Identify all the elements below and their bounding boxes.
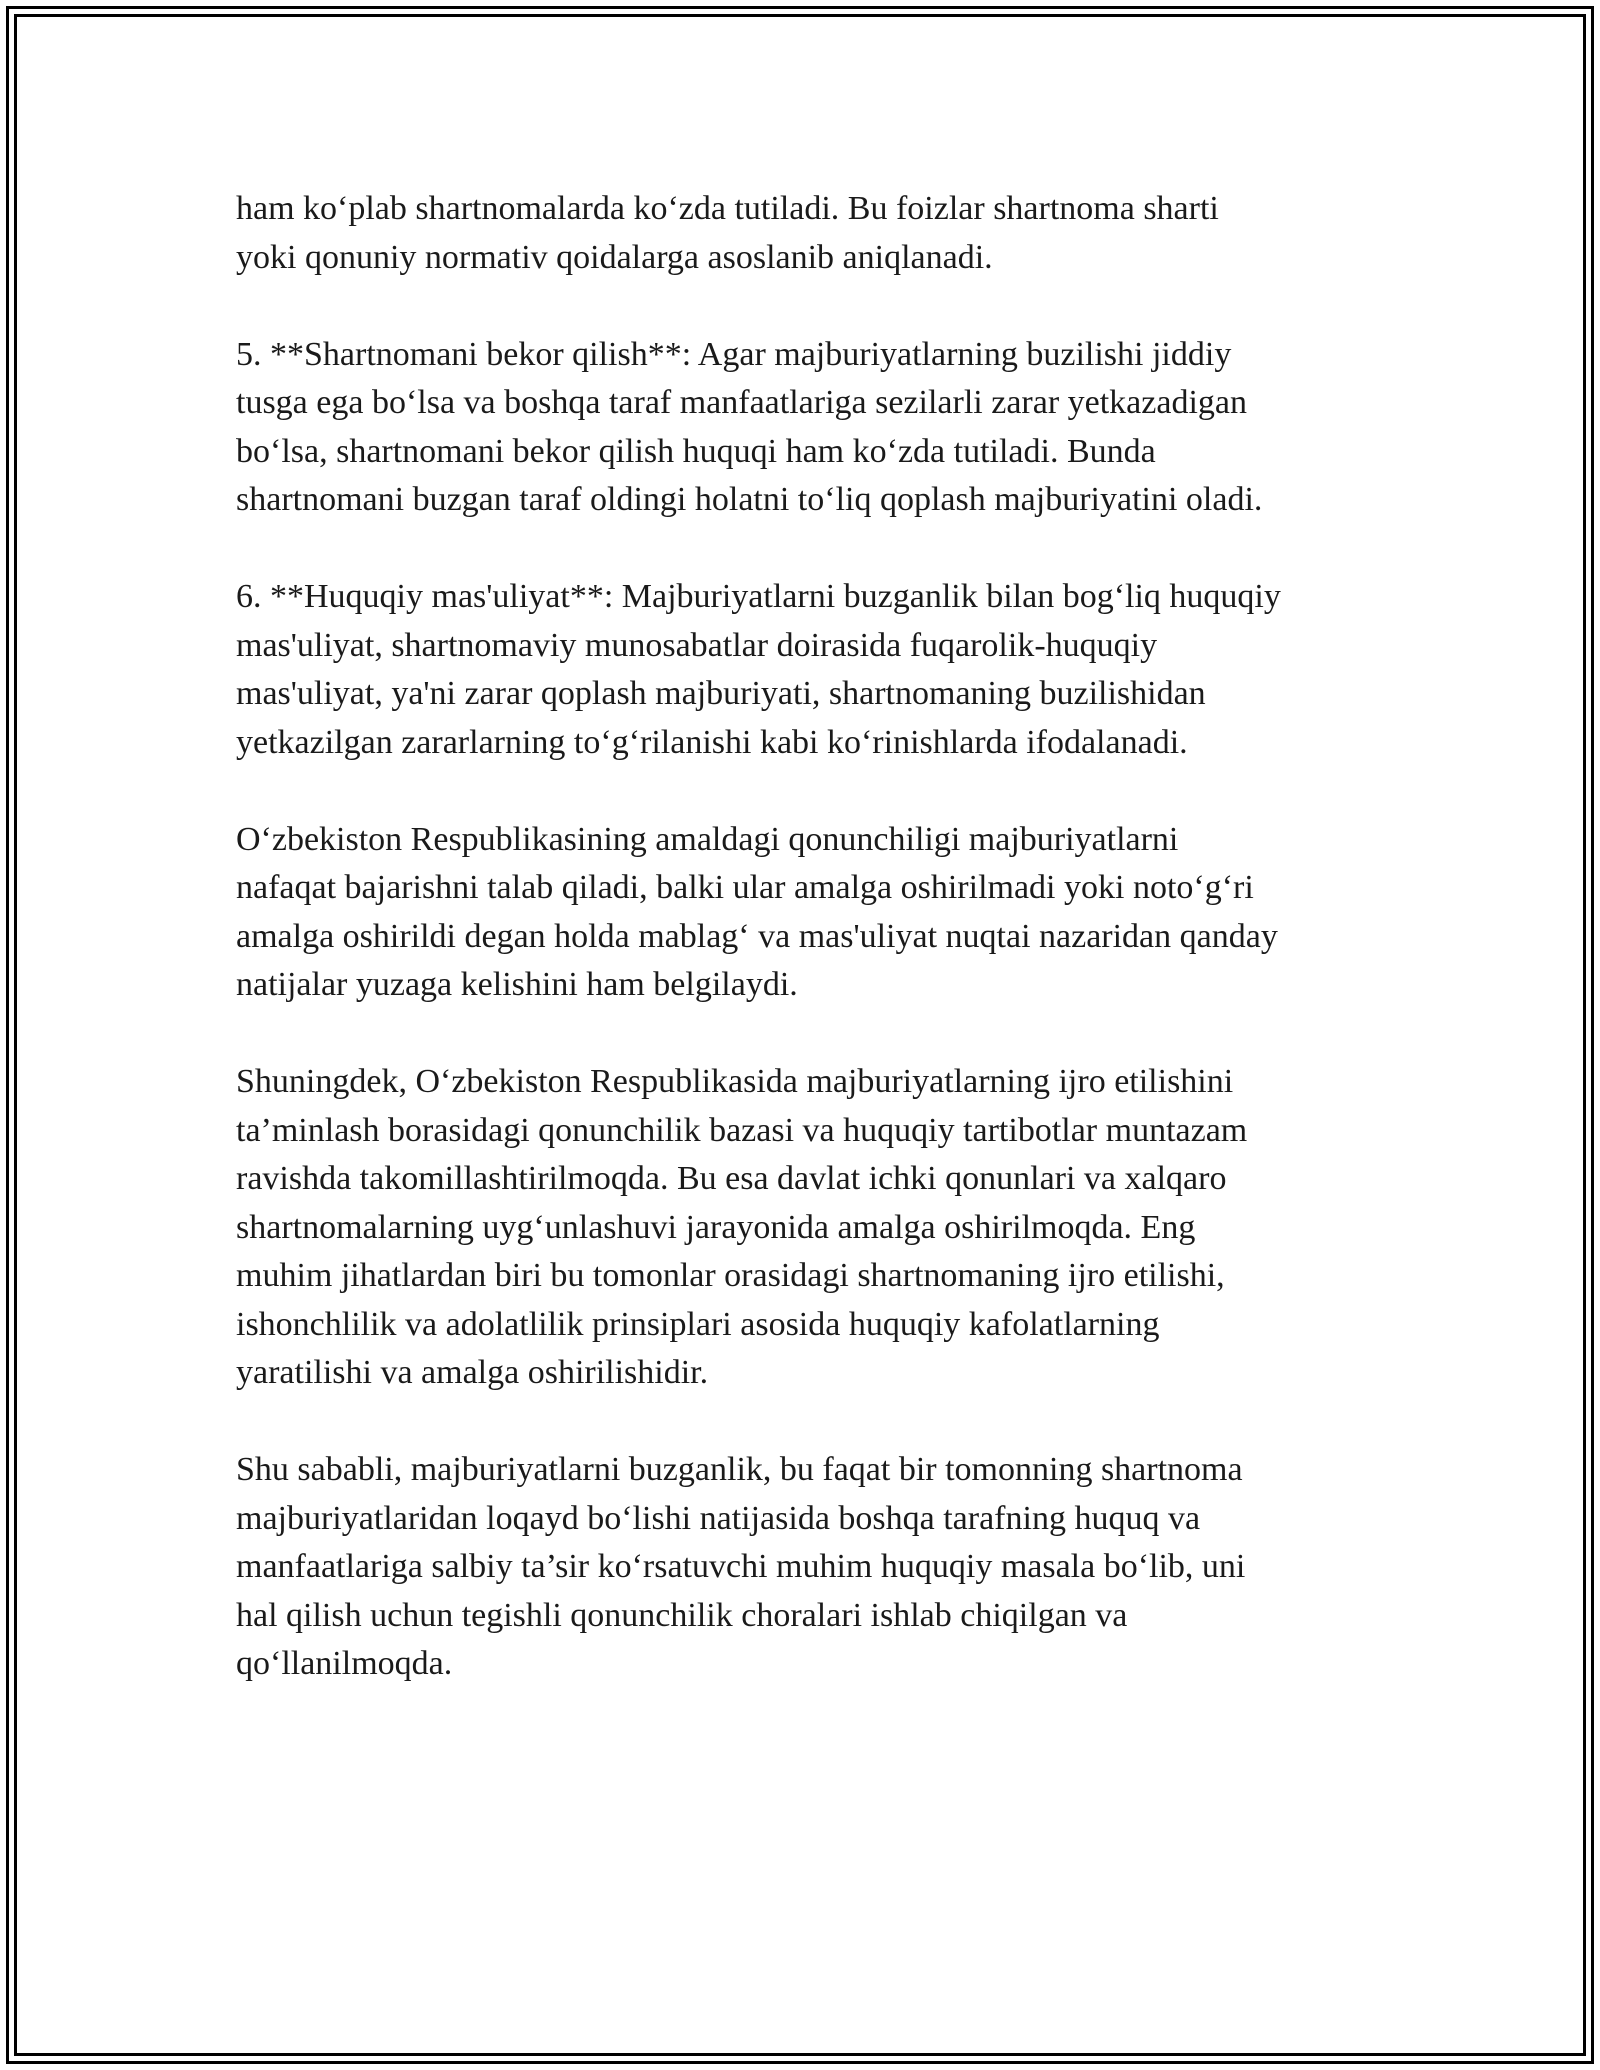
paragraph-2 <box>236 331 1386 525</box>
text-line: majburiyatlaridan loqayd bo‘lishi natijasida boshqa tarafning huquq va <box>236 1499 1201 1537</box>
text-line: shartnomani buzgan taraf oldingi holatni to‘liq qoplash majburiyatini oladi. <box>236 481 1263 518</box>
text-line: yaratilishi va amalga oshirilishidir. <box>236 1354 709 1391</box>
text-line: bo‘lsa, shartnomani bekor qilish huquqi ham ko‘zda tutiladi. Bunda <box>236 432 1156 470</box>
text-line: 6. **Huquqiy mas'uliyat**: Majburiyatlarni buzganlik bilan bog‘liq huquqiy <box>236 578 1281 615</box>
text-line: muhim jihatlardan biri bu tomonlar orasidagi shartnomaning ijro etilishi, <box>236 1257 1225 1294</box>
text-line: ham ko‘plab shartnomalarda ko‘zda tutiladi. Bu foizlar shartnoma sharti <box>236 190 1219 227</box>
text-line: manfaatlariga salbiy ta’sir ko‘rsatuvchi muhim huquqiy masala bo‘lib, uni <box>236 1548 1246 1585</box>
paragraph-3 <box>236 573 1386 767</box>
paragraph-1 <box>236 185 1386 282</box>
text-line: hal qilish uchun tegishli qonunchilik choralari ishlab chiqilgan va <box>236 1596 1128 1634</box>
text-line: amalga oshirildi degan holda mablag‘ va mas'uliyat nuqtai nazaridan qanday <box>236 917 1278 955</box>
text-line: yoki qonuniy normativ qoidalarga asoslanib aniqlanadi. <box>236 238 993 276</box>
text-line: O‘zbekiston Respublikasining amaldagi qonunchiligi majburiyatlarni <box>236 820 1179 858</box>
text-line: ravishda takomillashtirilmoqda. Bu esa davlat ichki qonunlari va xalqaro <box>236 1160 1227 1197</box>
text-line: nafaqat bajarishni talab qiladi, balki ular amalga oshirilmadi yoki noto‘g‘ri <box>236 869 1254 906</box>
text-line: shartnomalarning uyg‘unlashuvi jarayonida amalga oshirilmoqda. Eng <box>236 1208 1196 1246</box>
text-line: tusga ega bo‘lsa va boshqa taraf manfaatlariga sezilarli zarar yetkazadigan <box>236 384 1247 421</box>
text-line: mas'uliyat, shartnomaviy munosabatlar doirasida fuqarolik-huquqiy <box>236 626 1158 664</box>
paragraph-5 <box>236 1058 1386 1398</box>
text-line: natijalar yuzaga kelishini ham belgilaydi. <box>236 966 798 1003</box>
text-line: Shu sababli, majburiyatlarni buzganlik, bu faqat bir tomonning shartnoma <box>236 1451 1243 1488</box>
text-line: 5. **Shartnomani bekor qilish**: Agar majburiyatlarning buzilishi jiddiy <box>236 335 1232 373</box>
text-line: ishonchlilik va adolatlilik prinsiplari asosida huquqiy kafolatlarning <box>236 1305 1160 1343</box>
text-line: ta’minlash borasidagi qonunchilik bazasi va huquqiy tartibotlar muntazam <box>236 1111 1248 1149</box>
document-body <box>236 185 1386 1737</box>
paragraph-4 <box>236 816 1386 1010</box>
text-line: mas'uliyat, ya'ni zarar qoplash majburiyati, shartnomaning buzilishidan <box>236 675 1206 712</box>
text-line: Shuningdek, O‘zbekiston Respublikasida majburiyatlarning ijro etilishini <box>236 1063 1234 1100</box>
text-line: yetkazilgan zararlarning to‘g‘rilanishi kabi ko‘rinishlarda ifodalanadi. <box>236 723 1188 761</box>
text-line: qo‘llanilmoqda. <box>236 1645 453 1682</box>
paragraph-6 <box>236 1446 1386 1689</box>
